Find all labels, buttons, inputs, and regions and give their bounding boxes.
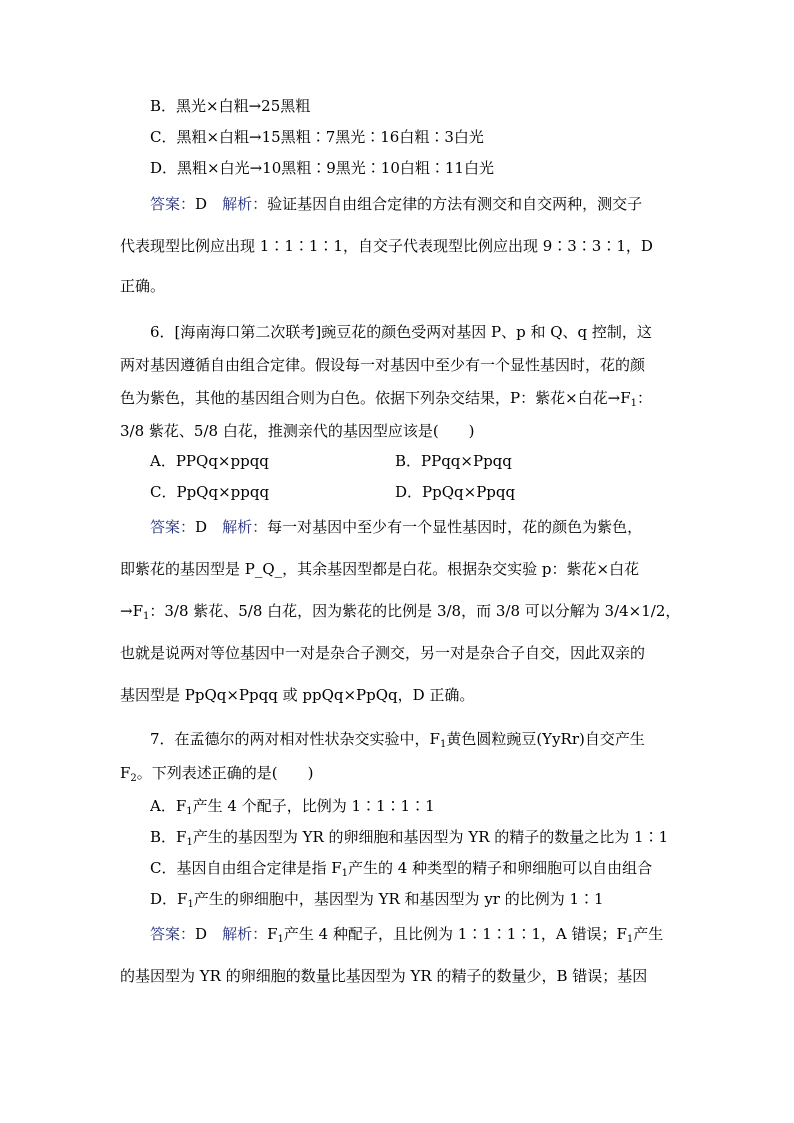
q6-option-a: A．PPQq×ppqq xyxy=(150,452,269,470)
analysis-text: 验证基因自由组合定律的方法有测交和自交两种，测交子 xyxy=(267,195,643,213)
answer-label: 答案： xyxy=(150,925,196,943)
q7-option-a xyxy=(150,796,435,822)
subscript: 1 xyxy=(630,398,638,409)
subscript: 1 xyxy=(341,868,349,879)
q7-stem-line-2 xyxy=(120,763,314,789)
subscript: 1 xyxy=(186,837,193,848)
analysis-label: 解析： xyxy=(222,195,268,213)
text: F xyxy=(120,764,131,782)
subscript: 1 xyxy=(186,806,193,817)
q6-analysis-line-2: 即紫花的基因型是 P_Q_，其余基因型都是白花。根据杂交实验 p：紫花×白花 xyxy=(120,560,640,578)
answer-label: 答案： xyxy=(150,195,196,213)
text: C．基因自由组合定律是指 F xyxy=(150,859,342,877)
q6-option-b: B．PPqq×Ppqq xyxy=(395,452,512,470)
text: 。下列表述正确的是( ) xyxy=(136,764,314,782)
q6-answer-line xyxy=(150,517,642,537)
q6-analysis-line-3 xyxy=(120,601,680,627)
q7-analysis-line-2: 的基因型为 YR 的卵细胞的数量比基因型为 YR 的精子的数量少，B 错误；基因 xyxy=(120,967,648,985)
text: D．F xyxy=(150,890,188,908)
answer-value: D xyxy=(195,195,208,213)
text: 产生 4 种配子，且比例为 1∶1∶1∶1，A 错误；F xyxy=(283,925,627,943)
subscript: 1 xyxy=(439,739,447,750)
text: 产生的基因型为 YR 的卵细胞和基因型为 YR 的精子的数量之比为 1∶1 xyxy=(192,828,669,846)
analysis-label: 解析： xyxy=(222,518,268,536)
analysis-text: 每一对基因中至少有一个显性基因时，花的颜色为紫色， xyxy=(267,518,643,536)
q6-analysis-line-4: 也就是说两对等位基因中一对是杂合子测交，另一对是杂合子自交，因此双亲的 xyxy=(120,644,646,662)
text: A．F xyxy=(150,797,187,815)
q7-option-d xyxy=(150,889,604,915)
text: 产生的 4 种类型的精子和卵细胞可以自由组合 xyxy=(348,859,653,877)
answer-value: D xyxy=(195,925,208,943)
text: 产生的卵细胞中，基因型为 YR 和基因型为 yr 的比例为 1∶1 xyxy=(193,890,604,908)
text: B．F xyxy=(150,828,187,846)
q6-stem-line-4: 3/8 紫花、5/8 白花，推测亲代的基因型应该是( ) xyxy=(120,422,475,440)
q6-stem-line-2: 两对基因遵循自由组合定律。假设每一对基因中至少有一个显性基因时，花的颜 xyxy=(120,356,646,374)
q5-option-d: D．黑粗×白光→10黑粗∶9黑光∶10白粗∶11白光 xyxy=(150,159,494,177)
text: 7．在孟德尔的两对相对性状杂交实验中，F xyxy=(150,730,440,748)
subscript: 1 xyxy=(187,899,194,910)
text: ：3/8 紫花、5/8 白花，因为紫花的比例是 3/8，而 3/8 可以分解为 3/4×1/2， xyxy=(149,602,681,620)
q7-answer-line xyxy=(150,924,663,950)
q6-option-d: D．PpQq×Ppqq xyxy=(395,483,516,501)
answer-value: D xyxy=(195,518,208,536)
text: F xyxy=(267,925,278,943)
q6-stem-line-1: 6．[海南海口第二次联考]豌豆花的颜色受两对基因 P、p 和 Q、q 控制，这 xyxy=(150,323,652,341)
q7-option-b xyxy=(150,827,668,853)
subscript: 2 xyxy=(130,773,137,784)
q7-stem-line-1 xyxy=(150,729,645,755)
text: 色为紫色，其他的基因组合则为白色。依据下列杂交结果，P：紫花×白花→F xyxy=(120,389,631,407)
answer-label: 答案： xyxy=(150,518,196,536)
q7-option-c xyxy=(150,858,652,884)
q5-option-c: C．黑粗×白粗→15黑粗∶7黑光∶16白粗∶3白光 xyxy=(150,128,484,146)
text: ： xyxy=(637,389,653,407)
text: 黄色圆粒豌豆(YyRr)自交产生 xyxy=(446,730,645,748)
q6-option-c: C．PpQq×ppqq xyxy=(150,483,270,501)
text: →F xyxy=(120,602,143,620)
q5-option-b: B．黑光×白粗→25黑粗 xyxy=(150,97,311,115)
q5-analysis-line-2: 代表现型比例应出现 1∶1∶1∶1，自交子代表现型比例应出现 9∶3∶3∶1，D xyxy=(120,237,653,255)
subscript: 1 xyxy=(142,611,150,622)
subscript: 1 xyxy=(277,934,284,945)
analysis-label: 解析： xyxy=(222,925,268,943)
text: 产生 4 个配子，比例为 1∶1∶1∶1 xyxy=(192,797,435,815)
q6-stem-line-3 xyxy=(120,388,652,414)
q5-analysis-line-3: 正确。 xyxy=(120,277,166,295)
q5-answer-line xyxy=(150,194,642,214)
text: 产生 xyxy=(633,925,664,943)
q6-analysis-line-5: 基因型是 PpQq×Ppqq 或 ppQq×PpQq，D 正确。 xyxy=(120,686,475,704)
subscript: 1 xyxy=(626,934,634,945)
